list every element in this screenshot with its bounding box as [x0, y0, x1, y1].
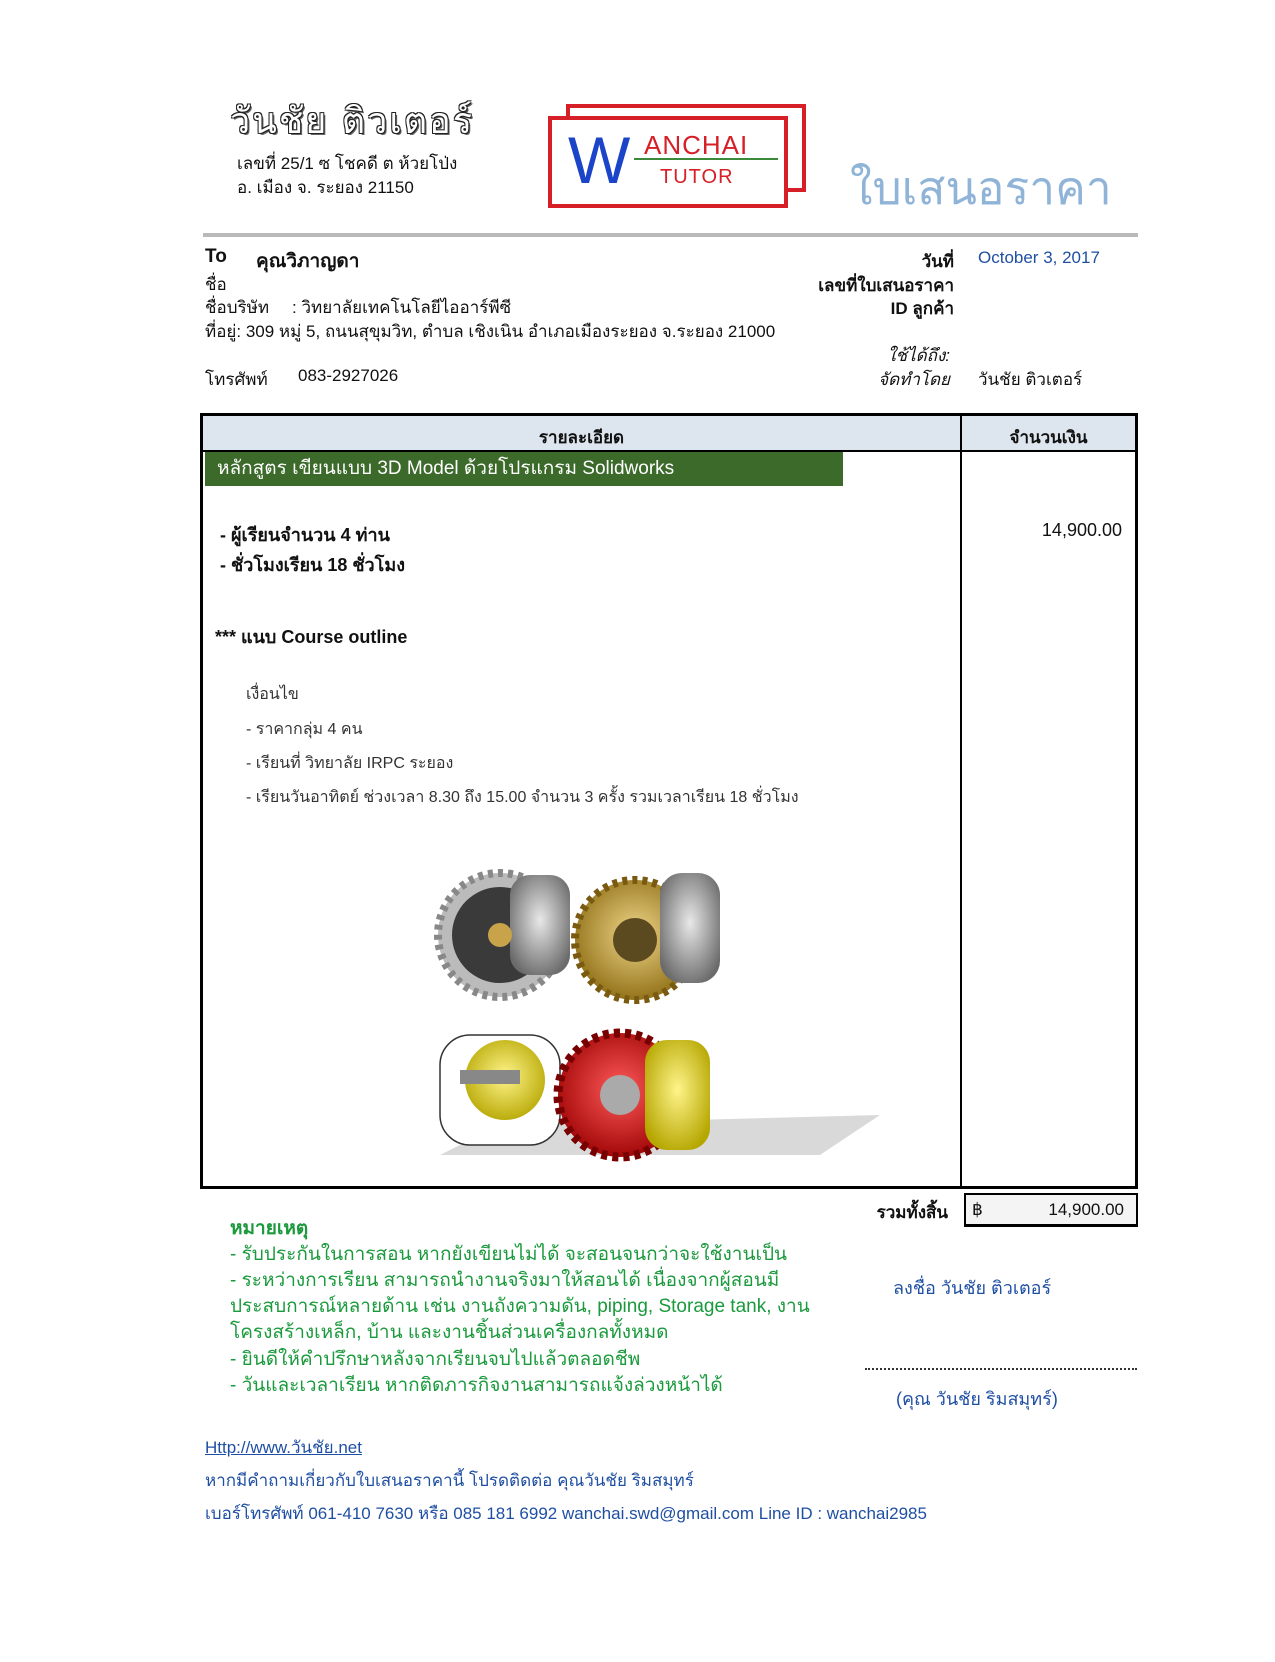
gear-model-image [420, 855, 890, 1175]
condition-3: - เรียนวันอาทิตย์ ช่วงเวลา 8.30 ถึง 15.00 จำนวน 3 ครั้ง รวมเวลาเรียน 18 ชั่วโมง [246, 789, 799, 806]
document-title: ใบเสนอราคา [850, 162, 1112, 214]
item-amount: 14,900.00 [1041, 520, 1122, 540]
note-2c: โครงสร้างเหล็ก, บ้าน และงานชิ้นส่วนเครื่องกลทั้งหมด [230, 1322, 669, 1343]
date-label: วันที่ [921, 252, 954, 271]
note-2b: ประสบการณ์หลายด้าน เช่น งานถังความดัน, piping, Storage tank, งาน [230, 1296, 810, 1317]
note-3: - ยินดีให้คำปรึกษาหลังจากเรียนจบไปแล้วตลอดชีพ [230, 1349, 641, 1370]
to-label: To [205, 246, 227, 267]
course-title-bar: หลักสูตร เขียนแบบ 3D Model ด้วยโปรแกรม Solidworks [205, 452, 843, 486]
logo-word-anchai: ANCHAI [644, 130, 749, 160]
date-value: October 3, 2017 [978, 248, 1100, 267]
note-2a: - ระหว่างการเรียน สามารถนำงานจริงมาให้สอนได้ เนื่องจากผู้สอนมี [230, 1270, 780, 1291]
total-label: รวมทั้งสิ้น [876, 1203, 948, 1222]
customer-id-label: ID ลูกค้า [890, 299, 954, 318]
phone-email-line: เบอร์โทรศัพท์ 061-410 7630 หรือ 085 181 6992 wanchai.swd@gmail.com Line ID : wanchai2985 [205, 1504, 927, 1523]
currency-symbol: ฿ [972, 1200, 983, 1219]
sign-label: ลงชื่อ วันชัย ติวเตอร์ [893, 1278, 1052, 1298]
wanchai-tutor-logo [548, 104, 806, 208]
attach-course-outline: *** แนบ Course outline [215, 627, 408, 647]
total-value: 14,900.00 [1048, 1200, 1124, 1219]
name-label: ชื่อ [205, 275, 227, 294]
company-value: : วิทยาลัยเทคโนโลยีไออาร์พีซี [292, 298, 512, 317]
col-amount-header: จำนวนเงิน [1009, 428, 1088, 447]
signer-name: (คุณ วันชัย ริมสมุทร์) [896, 1389, 1058, 1409]
brand-address-line1: เลขที่ 25/1 ซ โชคดี ต ห้วยโป่ง [237, 154, 458, 173]
condition-2: - เรียนที่ วิทยาลัย IRPC ระยอง [246, 755, 454, 772]
brand-name: วันชัย ติวเตอร์ [230, 101, 475, 142]
phone-label: โทรศัพท์ [205, 370, 268, 389]
item-students: - ผู้เรียนจำนวน 4 ท่าน [220, 525, 390, 545]
logo-word-tutor: TUTOR [660, 166, 734, 188]
company-label: ชื่อบริษัท [205, 298, 270, 317]
phone-value: 083-2927026 [298, 366, 399, 385]
quote-number-label: เลขที่ใบเสนอราคา [818, 276, 954, 295]
col-detail-header: รายละเอียด [538, 428, 625, 447]
to-value: คุณวิภาญดา [256, 251, 360, 272]
condition-title: เงื่อนไข [246, 686, 299, 703]
prepared-by-label: จัดทำโดย [878, 370, 950, 389]
item-hours: - ชั่วโมงเรียน 18 ชั่วโมง [220, 555, 405, 575]
notes-title: หมายเหตุ [230, 1218, 309, 1239]
prepared-by-value: วันชัย ติวเตอร์ [978, 370, 1083, 389]
logo-letter: W [568, 123, 631, 197]
valid-until-label: ใช้ได้ถึง: [887, 346, 950, 365]
header-divider [203, 233, 1138, 237]
signature-line [865, 1368, 1137, 1370]
note-1: - รับประกันในการสอน หากยังเขียนไม่ได้ จะสอนจนกว่าจะใช้งานเป็น [230, 1244, 788, 1265]
address-value: ที่อยู่: 309 หมู่ 5, ถนนสุขุมวิท, ตำบล เชิงเนิน อำเภอเมืองระยอง จ.ระยอง 21000 [205, 322, 776, 341]
website-link[interactable]: Http://www.วันชัย.net [205, 1438, 362, 1457]
condition-1: - ราคากลุ่ม 4 คน [246, 721, 363, 738]
contact-line: หากมีคำถามเกี่ยวกับใบเสนอราคานี้ โปรดติดต่อ คุณวันชัย ริมสมุทร์ [205, 1471, 694, 1490]
brand-address-line2: อ. เมือง จ. ระยอง 21150 [237, 178, 414, 197]
note-4: - วันและเวลาเรียน หากติดภารกิจงานสามารถแจ้งล่วงหน้าได้ [230, 1375, 723, 1396]
